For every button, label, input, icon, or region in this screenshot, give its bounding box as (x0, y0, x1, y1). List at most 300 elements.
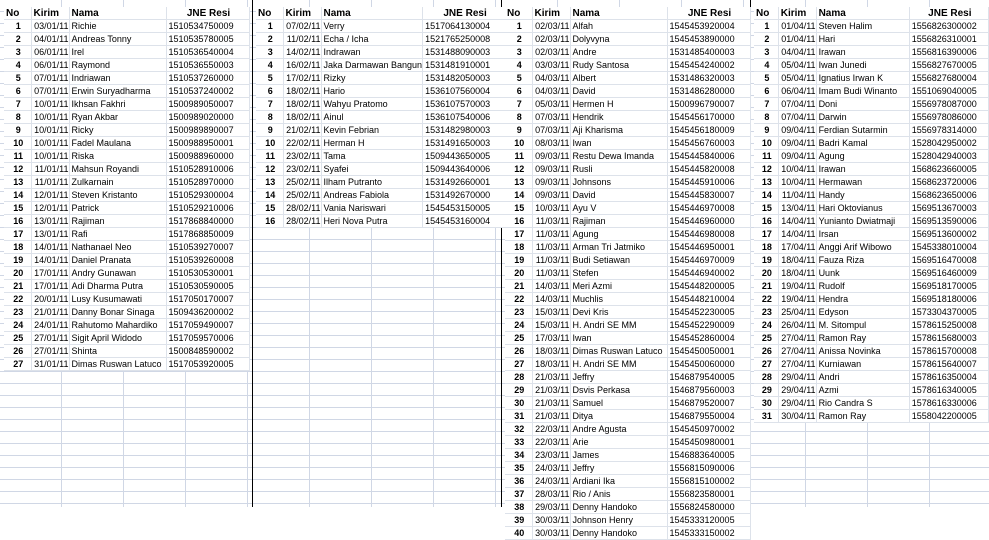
jne-resi: 1556826310001 (909, 33, 988, 46)
recipient-name: Dolyvyna (570, 33, 667, 46)
header-resi: JNE Resi (166, 7, 249, 20)
kirim-date: 25/02/11 (283, 176, 321, 189)
jne-resi: 1500989020000 (166, 111, 249, 124)
table-row (256, 137, 506, 150)
table-row (505, 98, 750, 111)
row-number: 19 (505, 254, 532, 267)
header-kirim: Kirim (532, 7, 570, 20)
jne-resi: 1551069040005 (909, 85, 988, 98)
kirim-date: 11/03/11 (532, 267, 570, 280)
row-number: 21 (505, 280, 532, 293)
row-number: 6 (505, 85, 532, 98)
jne-resi: 1558042200005 (909, 410, 988, 423)
kirim-date: 07/04/11 (778, 111, 816, 124)
recipient-name: Andre Agusta (570, 423, 667, 436)
row-number: 7 (256, 98, 283, 111)
recipient-name: Steven Halim (816, 20, 909, 33)
table-row (754, 189, 989, 202)
table-row (505, 241, 750, 254)
table-row (754, 163, 989, 176)
kirim-date: 18/03/11 (532, 358, 570, 371)
kirim-date: 21/01/11 (31, 306, 69, 319)
jne-resi: 1545450060000 (667, 358, 750, 371)
kirim-date: 02/03/11 (532, 20, 570, 33)
row-number: 5 (256, 72, 283, 85)
kirim-date: 27/04/11 (778, 358, 816, 371)
recipient-name: Ramon Ray (816, 332, 909, 345)
row-number: 19 (754, 254, 778, 267)
recipient-name: Edyson (816, 306, 909, 319)
kirim-date: 10/03/11 (532, 202, 570, 215)
kirim-date: 27/04/11 (778, 332, 816, 345)
recipient-name: Andre (570, 46, 667, 59)
kirim-date: 10/01/11 (31, 137, 69, 150)
table-row (256, 72, 506, 85)
recipient-name: Denny Handoko (570, 527, 667, 540)
kirim-date: 11/01/11 (31, 163, 69, 176)
kirim-date: 17/04/11 (778, 241, 816, 254)
recipient-name: Ramon Ray (816, 410, 909, 423)
kirim-date: 14/04/11 (778, 215, 816, 228)
table-row (4, 189, 249, 202)
row-number: 3 (4, 46, 31, 59)
jne-resi: 1546879540005 (667, 371, 750, 384)
recipient-name: Andreas Tonny (69, 33, 166, 46)
table-row (505, 176, 750, 189)
kirim-date: 09/04/11 (778, 137, 816, 150)
row-number: 18 (505, 241, 532, 254)
recipient-name: Arie (570, 436, 667, 449)
recipient-name: Erwin Suryadharma (69, 85, 166, 98)
jne-resi: 1556824580000 (667, 501, 750, 514)
jne-resi: 1510530590005 (166, 280, 249, 293)
row-number: 1 (754, 20, 778, 33)
table-row (505, 514, 750, 527)
recipient-name: Darwin (816, 111, 909, 124)
jne-resi: 1556978086000 (909, 111, 988, 124)
recipient-name: Heri Nova Putra (321, 215, 423, 228)
recipient-name: Johnson Henry (570, 514, 667, 527)
table-row (4, 72, 249, 85)
column-separator (252, 0, 253, 507)
row-number: 22 (505, 293, 532, 306)
recipient-name: Hari Oktovianus (816, 202, 909, 215)
row-number: 24 (4, 319, 31, 332)
jne-resi: 1556826300002 (909, 20, 988, 33)
table-row (505, 358, 750, 371)
table-row (4, 202, 249, 215)
row-number: 23 (4, 306, 31, 319)
shipment-table-april (754, 7, 989, 423)
kirim-date: 28/02/11 (283, 202, 321, 215)
header-row (4, 7, 249, 20)
kirim-date: 14/02/11 (283, 46, 321, 59)
row-number: 8 (754, 111, 778, 124)
recipient-name: Yunianto Dwiatmaji (816, 215, 909, 228)
table-row (4, 332, 249, 345)
recipient-name: Badri Kamal (816, 137, 909, 150)
table-row (754, 371, 989, 384)
table-row (505, 488, 750, 501)
jne-resi: 1545456180009 (667, 124, 750, 137)
row-number: 9 (4, 124, 31, 137)
jne-resi: 1556816390006 (909, 46, 988, 59)
kirim-date: 09/03/11 (532, 163, 570, 176)
row-number: 22 (754, 293, 778, 306)
recipient-name: David (570, 189, 667, 202)
jne-resi: 1545454240002 (667, 59, 750, 72)
jne-resi: 1578616350004 (909, 371, 988, 384)
table-row (256, 85, 506, 98)
kirim-date: 14/03/11 (532, 293, 570, 306)
table-row (4, 215, 249, 228)
recipient-name: Imam Budi Winanto (816, 85, 909, 98)
header-nama: Nama (816, 7, 909, 20)
row-number: 24 (505, 319, 532, 332)
header-kirim: Kirim (283, 7, 321, 20)
recipient-name: Jaka Darmawan Bangun (321, 59, 423, 72)
recipient-name: Meri Azmi (570, 280, 667, 293)
table-row (754, 59, 989, 72)
row-number: 13 (505, 176, 532, 189)
recipient-name: Hario (321, 85, 423, 98)
jne-resi: 1568623650006 (909, 189, 988, 202)
row-number: 12 (256, 163, 283, 176)
table-row (4, 358, 249, 371)
jne-resi: 1546879520007 (667, 397, 750, 410)
table-row (4, 306, 249, 319)
jne-resi: 1500848590002 (166, 345, 249, 358)
row-number: 2 (754, 33, 778, 46)
kirim-date: 11/03/11 (532, 215, 570, 228)
recipient-name: Irel (69, 46, 166, 59)
recipient-name: Danny Bonar Sinaga (69, 306, 166, 319)
jne-resi: 1509443640006 (423, 163, 506, 176)
table-row (505, 46, 750, 59)
recipient-name: Fauza Riza (816, 254, 909, 267)
kirim-date: 08/03/11 (532, 137, 570, 150)
jne-resi: 1545445840006 (667, 150, 750, 163)
table-row (4, 345, 249, 358)
table-row (505, 332, 750, 345)
table-row (4, 20, 249, 33)
jne-resi: 1510536550003 (166, 59, 249, 72)
table-row (505, 202, 750, 215)
recipient-name: Indrawan (321, 46, 423, 59)
recipient-name: Patrick (69, 202, 166, 215)
kirim-date: 29/04/11 (778, 371, 816, 384)
kirim-date: 07/02/11 (283, 20, 321, 33)
jne-resi: 1545453920004 (667, 20, 750, 33)
kirim-date: 17/01/11 (31, 267, 69, 280)
table-row (754, 228, 989, 241)
jne-resi: 1545448210004 (667, 293, 750, 306)
recipient-name: Rio / Anis (570, 488, 667, 501)
row-number: 2 (4, 33, 31, 46)
kirim-date: 21/03/11 (532, 384, 570, 397)
jne-resi: 1546879560003 (667, 384, 750, 397)
recipient-name: Rizky (321, 72, 423, 85)
table-row (754, 98, 989, 111)
row-number: 11 (754, 150, 778, 163)
header-resi: JNE Resi (667, 7, 750, 20)
header-resi: JNE Resi (909, 7, 988, 20)
row-number: 6 (754, 85, 778, 98)
table-row (256, 59, 506, 72)
table-row (256, 150, 506, 163)
kirim-date: 11/01/11 (31, 176, 69, 189)
table-row (505, 228, 750, 241)
jne-resi: 1545333120005 (667, 514, 750, 527)
row-number: 15 (754, 202, 778, 215)
row-number: 8 (4, 111, 31, 124)
kirim-date: 07/01/11 (31, 85, 69, 98)
table-row (754, 150, 989, 163)
jne-resi: 1556978314000 (909, 124, 988, 137)
table-row (256, 33, 506, 46)
kirim-date: 30/03/11 (532, 527, 570, 540)
jne-resi: 1578615680003 (909, 332, 988, 345)
shipment-table-february (256, 7, 506, 228)
table-row (505, 475, 750, 488)
row-number: 22 (4, 293, 31, 306)
table-row (4, 137, 249, 150)
recipient-name: Irawan (816, 46, 909, 59)
jne-resi: 1569518170005 (909, 280, 988, 293)
row-number: 13 (256, 176, 283, 189)
row-number: 18 (4, 241, 31, 254)
table-row (754, 241, 989, 254)
table-row (505, 423, 750, 436)
table-row (256, 202, 506, 215)
table-row (754, 215, 989, 228)
kirim-date: 02/03/11 (532, 33, 570, 46)
row-number: 30 (754, 397, 778, 410)
recipient-name: Hendrik (570, 111, 667, 124)
kirim-date: 10/01/11 (31, 150, 69, 163)
recipient-name: Hermen H (570, 98, 667, 111)
kirim-date: 19/04/11 (778, 293, 816, 306)
kirim-date: 11/03/11 (532, 228, 570, 241)
recipient-name: James (570, 449, 667, 462)
row-number: 12 (754, 163, 778, 176)
row-number: 9 (505, 124, 532, 137)
table-row (505, 371, 750, 384)
row-number: 23 (505, 306, 532, 319)
kirim-date: 01/04/11 (778, 20, 816, 33)
jne-resi: 1510529210006 (166, 202, 249, 215)
table-row (505, 33, 750, 46)
table-row (505, 215, 750, 228)
recipient-name: Restu Dewa Imanda (570, 150, 667, 163)
jne-resi: 1545456170000 (667, 111, 750, 124)
kirim-date: 23/03/11 (532, 449, 570, 462)
recipient-name: Mahsun Royandi (69, 163, 166, 176)
recipient-name: Richie (69, 20, 166, 33)
jne-resi: 1545456760003 (667, 137, 750, 150)
row-number: 15 (256, 202, 283, 215)
row-number: 3 (256, 46, 283, 59)
kirim-date: 09/04/11 (778, 150, 816, 163)
table-row (505, 72, 750, 85)
kirim-date: 13/04/11 (778, 202, 816, 215)
row-number: 11 (505, 150, 532, 163)
table-row (754, 176, 989, 189)
jne-resi: 1556815100002 (667, 475, 750, 488)
table-row (4, 254, 249, 267)
table-row (505, 150, 750, 163)
row-number: 31 (754, 410, 778, 423)
table-row (505, 384, 750, 397)
recipient-name: David (570, 85, 667, 98)
kirim-date: 12/01/11 (31, 189, 69, 202)
kirim-date: 10/01/11 (31, 124, 69, 137)
kirim-date: 14/01/11 (31, 241, 69, 254)
recipient-name: Handy (816, 189, 909, 202)
kirim-date: 07/04/11 (778, 98, 816, 111)
table-row (505, 501, 750, 514)
row-number: 25 (505, 332, 532, 345)
jne-resi: 1531486320003 (667, 72, 750, 85)
recipient-name: Ayu V (570, 202, 667, 215)
table-row (754, 306, 989, 319)
row-number: 28 (505, 371, 532, 384)
kirim-date: 01/04/11 (778, 33, 816, 46)
row-number: 1 (505, 20, 532, 33)
jne-resi: 1545446960000 (667, 215, 750, 228)
row-number: 35 (505, 462, 532, 475)
row-number: 2 (505, 33, 532, 46)
jne-resi: 1545333150002 (667, 527, 750, 540)
row-number: 12 (505, 163, 532, 176)
jne-resi: 1500988960000 (166, 150, 249, 163)
jne-resi: 1545446970008 (667, 202, 750, 215)
jne-resi: 1500989050007 (166, 98, 249, 111)
row-number: 4 (754, 59, 778, 72)
table-row (4, 59, 249, 72)
table-row (754, 332, 989, 345)
table-row (4, 85, 249, 98)
jne-resi: 1531488090003 (423, 46, 506, 59)
recipient-name: Iwan (570, 332, 667, 345)
header-nama: Nama (321, 7, 423, 20)
recipient-name: Johnsons (570, 176, 667, 189)
row-number: 3 (505, 46, 532, 59)
recipient-name: M. Sitompul (816, 319, 909, 332)
row-number: 36 (505, 475, 532, 488)
recipient-name: Azmi (816, 384, 909, 397)
recipient-name: Irawan (816, 163, 909, 176)
row-number: 26 (754, 345, 778, 358)
table-row (505, 293, 750, 306)
kirim-date: 27/01/11 (31, 332, 69, 345)
jne-resi: 1510530530001 (166, 267, 249, 280)
table-row (505, 397, 750, 410)
kirim-date: 21/02/11 (283, 124, 321, 137)
table-row (505, 280, 750, 293)
kirim-date: 28/02/11 (283, 215, 321, 228)
row-number: 26 (4, 345, 31, 358)
table-row (256, 215, 506, 228)
header-row (754, 7, 989, 20)
kirim-date: 10/04/11 (778, 163, 816, 176)
recipient-name: Aji Kharisma (570, 124, 667, 137)
jne-resi: 1578616330006 (909, 397, 988, 410)
kirim-date: 31/01/11 (31, 358, 69, 371)
table-row (754, 124, 989, 137)
jne-resi: 1500989890007 (166, 124, 249, 137)
row-number: 34 (505, 449, 532, 462)
jne-resi: 1546879550004 (667, 410, 750, 423)
recipient-name: Echa / Icha (321, 33, 423, 46)
header-no: No (256, 7, 283, 20)
kirim-date: 05/04/11 (778, 72, 816, 85)
row-number: 7 (4, 98, 31, 111)
jne-resi: 1531491650003 (423, 137, 506, 150)
row-number: 10 (754, 137, 778, 150)
kirim-date: 17/03/11 (532, 332, 570, 345)
table-row (505, 410, 750, 423)
row-number: 15 (4, 202, 31, 215)
recipient-name: Rio Candra S (816, 397, 909, 410)
kirim-date: 11/03/11 (532, 241, 570, 254)
row-number: 26 (505, 345, 532, 358)
row-number: 19 (4, 254, 31, 267)
kirim-date: 06/01/11 (31, 59, 69, 72)
kirim-date: 27/01/11 (31, 345, 69, 358)
kirim-date: 21/03/11 (532, 371, 570, 384)
recipient-name: Ilham Putranto (321, 176, 423, 189)
jne-resi: 1500988950001 (166, 137, 249, 150)
jne-resi: 1578616340005 (909, 384, 988, 397)
row-number: 8 (505, 111, 532, 124)
jne-resi: 1517064130004 (423, 20, 506, 33)
header-no: No (4, 7, 31, 20)
jne-resi: 1510535780005 (166, 33, 249, 46)
kirim-date: 30/03/11 (532, 514, 570, 527)
recipient-name: Raymond (69, 59, 166, 72)
row-number: 9 (256, 124, 283, 137)
row-number: 13 (754, 176, 778, 189)
shipment-table-march (505, 7, 751, 540)
kirim-date: 09/03/11 (532, 189, 570, 202)
table-row (505, 254, 750, 267)
kirim-date: 16/02/11 (283, 59, 321, 72)
table-row (754, 319, 989, 332)
row-number: 7 (505, 98, 532, 111)
kirim-date: 21/03/11 (532, 410, 570, 423)
jne-resi: 1528042940003 (909, 150, 988, 163)
recipient-name: Denny Handoko (570, 501, 667, 514)
kirim-date: 29/03/11 (532, 501, 570, 514)
kirim-date: 23/02/11 (283, 163, 321, 176)
kirim-date: 11/02/11 (283, 33, 321, 46)
kirim-date: 02/03/11 (532, 46, 570, 59)
row-number: 17 (505, 228, 532, 241)
jne-resi: 1569513670003 (909, 202, 988, 215)
jne-resi: 1556823580001 (667, 488, 750, 501)
table-row (505, 345, 750, 358)
jne-resi: 1569513590006 (909, 215, 988, 228)
recipient-name: Lusy Kusumawati (69, 293, 166, 306)
table-row (505, 137, 750, 150)
row-number: 20 (4, 267, 31, 280)
recipient-name: Indriawan (69, 72, 166, 85)
row-number: 25 (4, 332, 31, 345)
table-row (256, 189, 506, 202)
recipient-name: Muchlis (570, 293, 667, 306)
recipient-name: Ainul (321, 111, 423, 124)
